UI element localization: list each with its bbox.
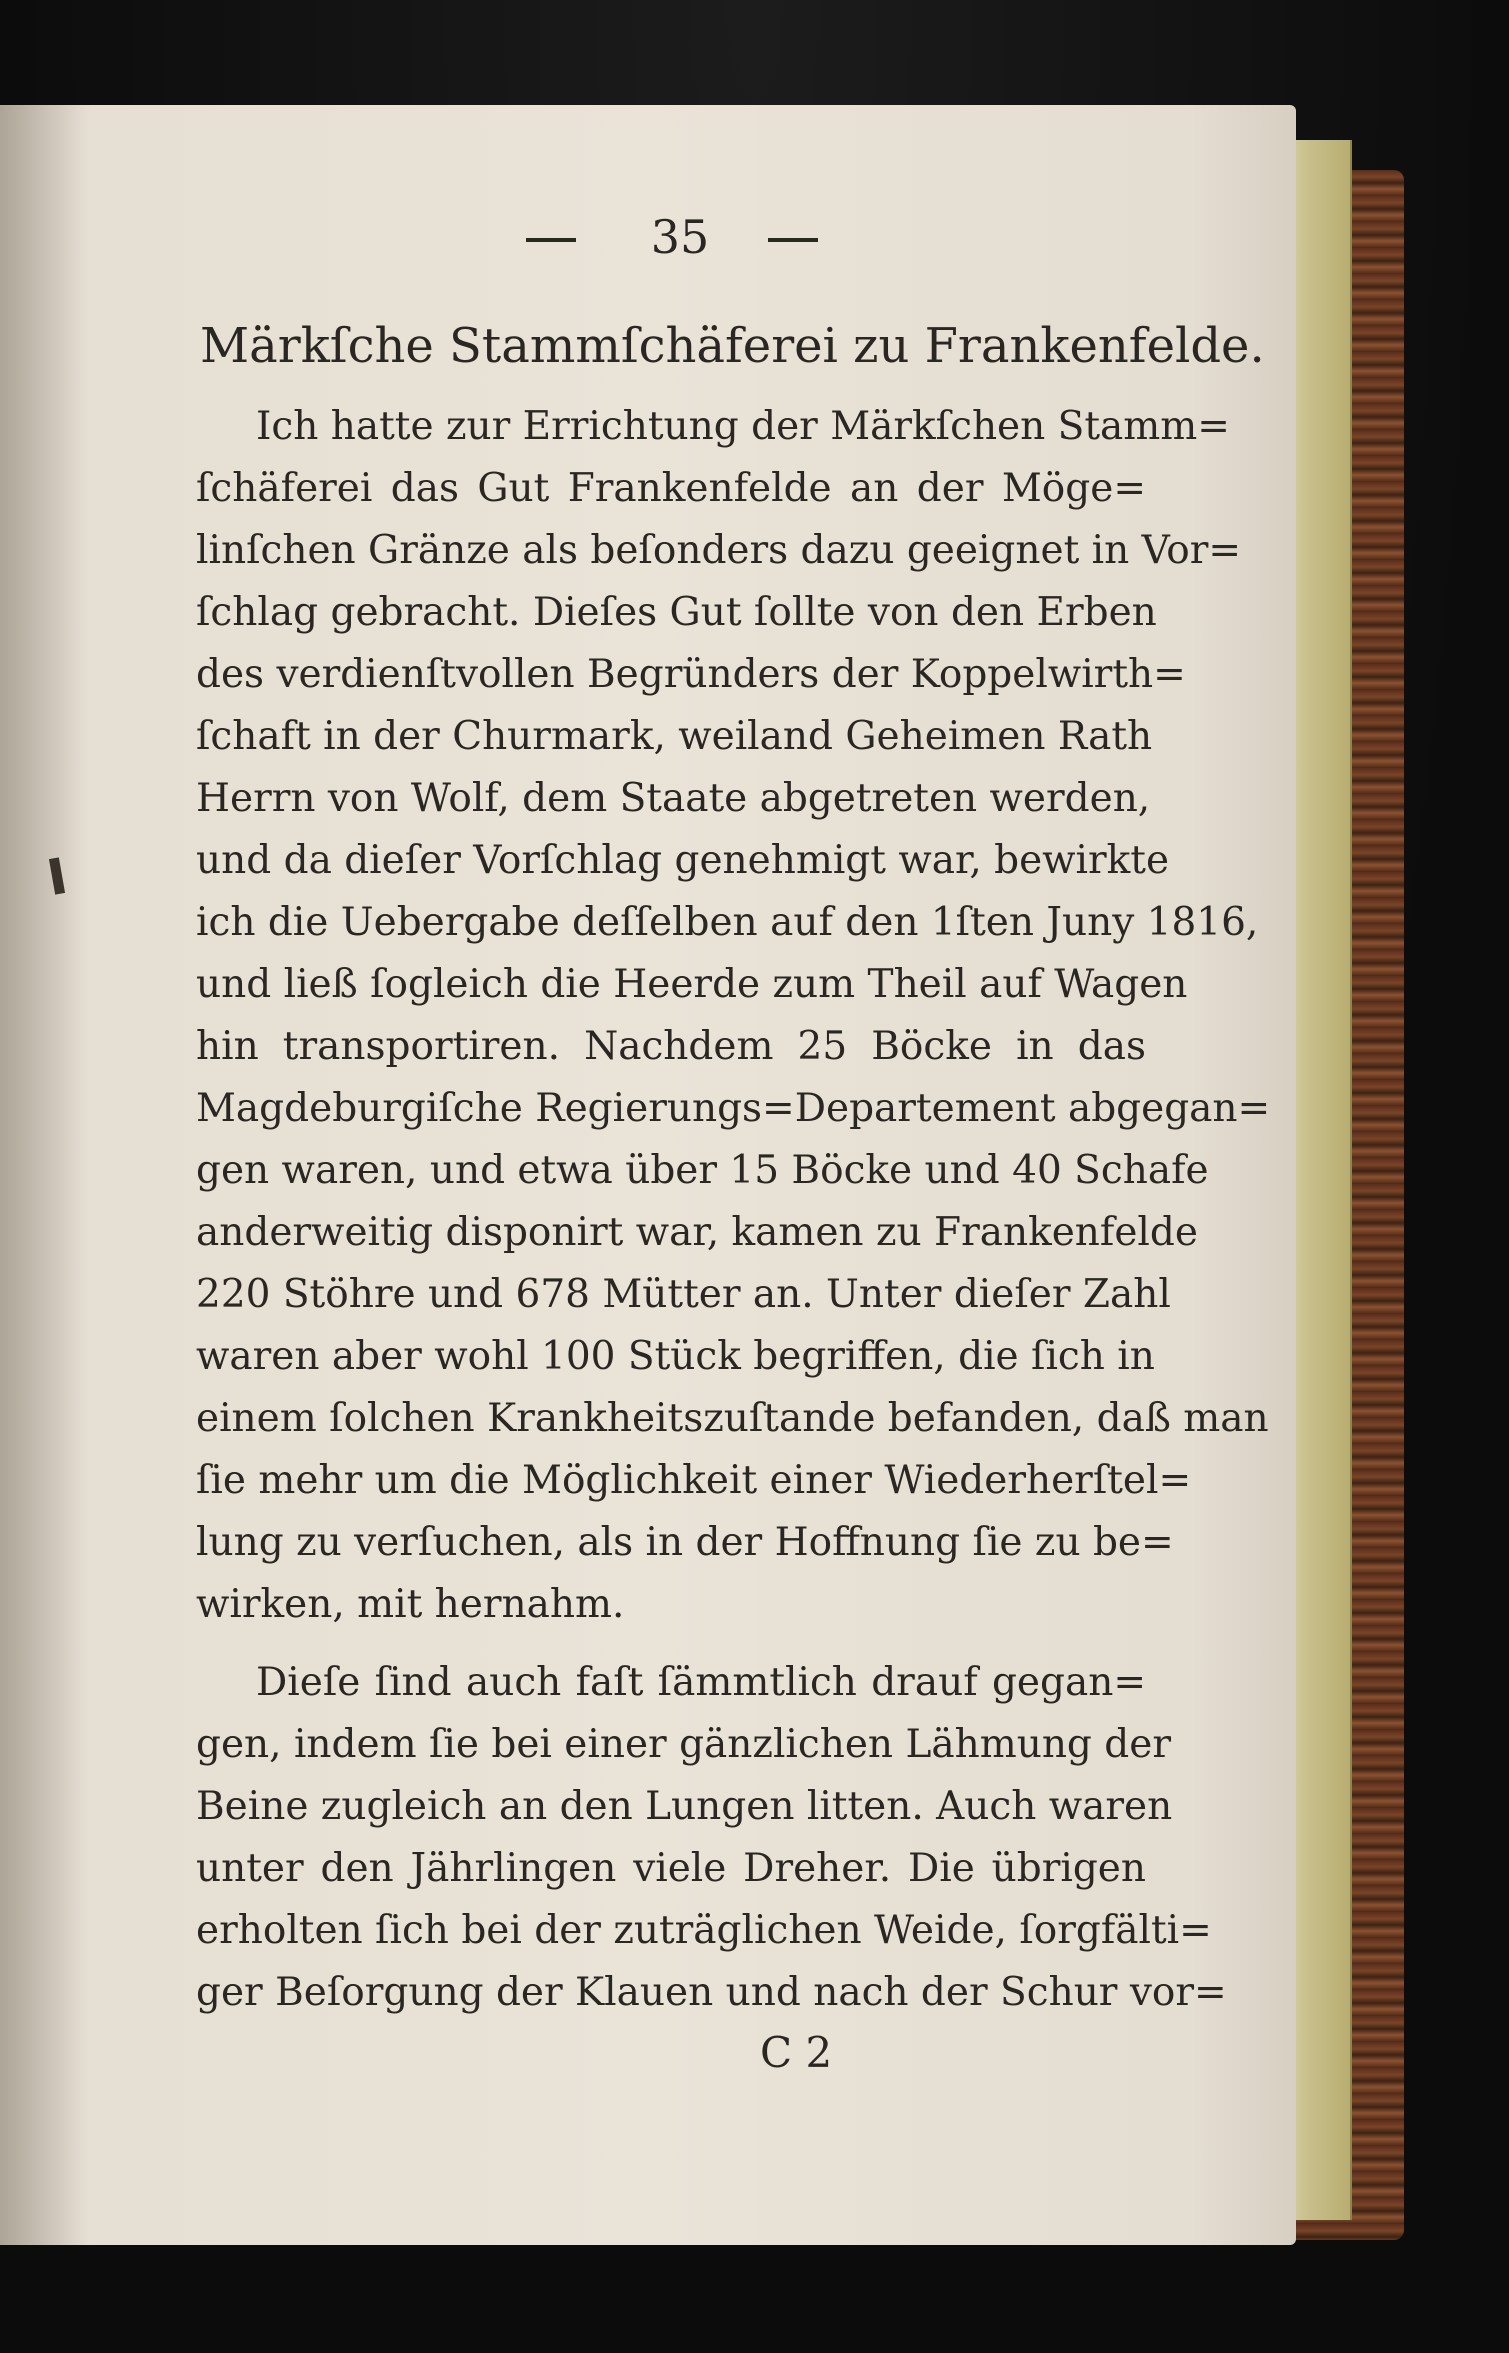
text-line: ſie mehr um die Möglichkeit einer Wiederherſtel= (196, 1458, 1192, 1503)
text-line: ich die Uebergabe deſſelben auf den 1ſten Juny 1816, (196, 900, 1259, 945)
text-line: und ließ ſogleich die Heerde zum Theil auf Wagen (196, 962, 1188, 1007)
gutter-shadow (0, 105, 90, 2245)
text-line: lung zu verſuchen, als in der Hoffnung ſie zu be= (196, 1520, 1174, 1565)
page-number: 35 (650, 210, 710, 264)
text-line: hin transportiren. Nachdem 25 Böcke in das (196, 1024, 1146, 1069)
catchword-signature: C 2 (760, 2028, 833, 2077)
text-line: gen, indem ſie bei einer gänzlichen Lähmung der (196, 1722, 1171, 1767)
text-line: erholten ſich bei der zuträglichen Weide, ſorgfälti= (196, 1908, 1212, 1953)
text-line: ſchäferei das Gut Frankenfelde an der Möge= (196, 466, 1146, 511)
paragraph-2 (196, 1652, 1227, 2024)
text-line: des verdienſtvollen Begründers der Koppelwirth= (196, 652, 1186, 697)
text-line: und da dieſer Vorſchlag genehmigt war, bewirkte (196, 838, 1170, 883)
text-line: ſchlag gebracht. Dieſes Gut ſollte von den Erben (196, 590, 1157, 635)
text-line: anderweitig disponirt war, kamen zu Frankenfelde (196, 1210, 1198, 1255)
text-line: waren aber wohl 100 Stück begriffen, die ſich in (196, 1334, 1155, 1379)
text-line: einem ſolchen Krankheitszuſtande befanden, daß man (196, 1396, 1269, 1441)
paragraph-1 (196, 396, 1271, 1636)
text-line: linſchen Gränze als beſonders dazu geeignet in Vor= (196, 528, 1242, 573)
text-line: Dieſe ſind auch faſt ſämmtlich drauf gegan= (256, 1660, 1146, 1705)
text-line: Magdeburgiſche Regierungs=Departement abgegan= (196, 1086, 1271, 1131)
text-line: 220 Stöhre und 678 Mütter an. Unter dieſer Zahl (196, 1272, 1171, 1317)
section-title: Märkſche Stammſchäferei zu Frankenfelde. (200, 318, 1265, 374)
text-line: ger Beſorgung der Klauen und nach der Schur vor= (196, 1970, 1227, 2015)
text-line: unter den Jährlingen viele Dreher. Die übrigen (196, 1846, 1146, 1891)
text-line: wirken, mit hernahm. (196, 1582, 625, 1627)
header-rule-left (526, 238, 576, 242)
text-line: Herrn von Wolf, dem Staate abgetreten werden, (196, 776, 1151, 821)
text-line: gen waren, und etwa über 15 Böcke und 40 Schafe (196, 1148, 1209, 1193)
text-line: Ich hatte zur Errichtung der Märkſchen Stamm= (256, 404, 1230, 449)
header-rule-right (768, 238, 818, 242)
text-line: ſchaft in der Churmark, weiland Geheimen Rath (196, 714, 1153, 759)
text-line: Beine zugleich an den Lungen litten. Auch waren (196, 1784, 1173, 1829)
